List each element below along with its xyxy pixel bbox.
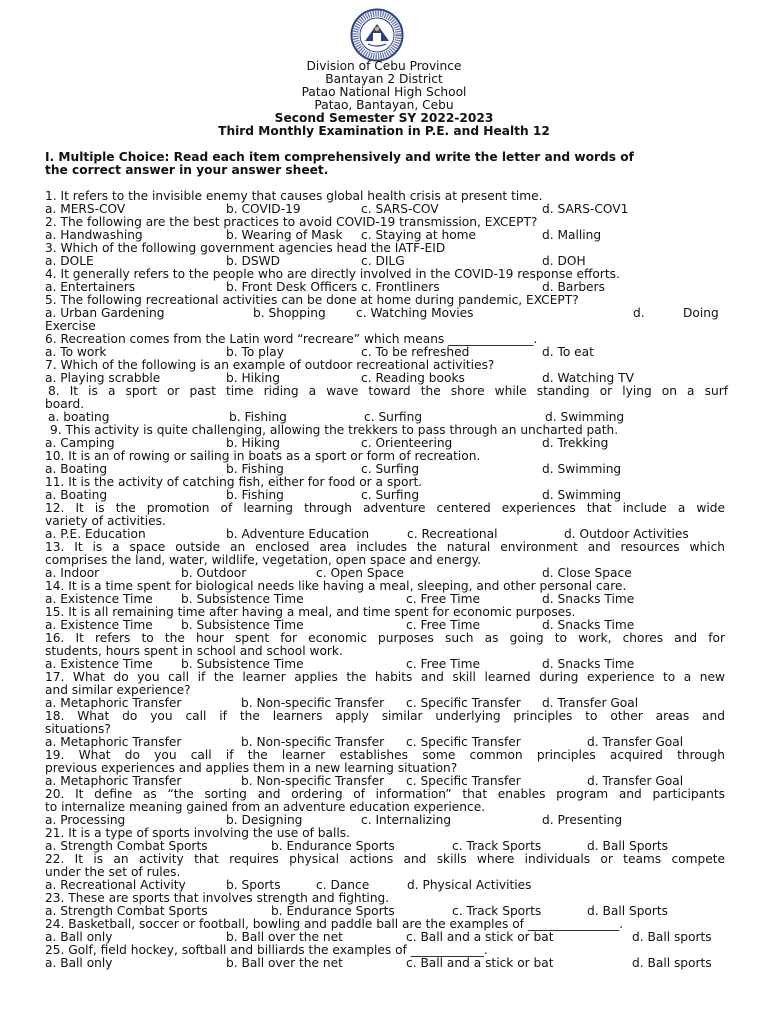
question-5-text-line-1: 5. The following recreational activities can be done at home during pandemic, EXCEPT? bbox=[45, 293, 579, 307]
question-17-option-b: b. Non-specific Transfer bbox=[241, 696, 385, 710]
question-17-option-a: a. Metaphoric Transfer bbox=[45, 696, 182, 710]
question-16-option-d: d. Snacks Time bbox=[542, 657, 635, 671]
question-18-text-line-1: 18. What do you call if the learners apply similar underlying principles to other areas and bbox=[45, 709, 725, 723]
question-6-text-line-1: 6. Recreation comes from the Latin word “recreare” which means ______________. bbox=[45, 332, 538, 346]
question-19-text-line-2: previous experiences and applies them in a new learning situation? bbox=[45, 761, 458, 775]
instructions-line-1: I. Multiple Choice: Read each item comprehensively and write the letter and words of bbox=[45, 150, 634, 164]
question-4-option-d: d. Barbers bbox=[542, 280, 605, 294]
question-8-text-line-2: board. bbox=[45, 397, 85, 411]
question-23-option-b: b. Endurance Sports bbox=[271, 904, 395, 918]
question-25-option-c: c. Ball and a stick or bat bbox=[406, 956, 554, 970]
question-9-option-c: c. Orienteering bbox=[361, 436, 453, 450]
question-23-option-a: a. Strength Combat Sports bbox=[45, 904, 208, 918]
question-16-text-line-2: students, hours spent in school and school work. bbox=[45, 644, 343, 658]
question-13-option-a: a. Indoor bbox=[45, 566, 100, 580]
question-19-text-line-1: 19. What do you call if the learner establishes some common principles acquired through bbox=[45, 748, 725, 762]
question-18-option-b: b. Non-specific Transfer bbox=[241, 735, 385, 749]
question-25-text-line-1: 25. Golf, field hockey, softball and billiards the examples of ____________. bbox=[45, 943, 488, 957]
question-22-option-b: b. Sports bbox=[226, 878, 281, 892]
question-20-option-d: d. Presenting bbox=[542, 813, 623, 827]
question-1-option-b: b. COVID-19 bbox=[226, 202, 301, 216]
question-25-option-b: b. Ball over the net bbox=[226, 956, 343, 970]
question-11-option-a: a. Boating bbox=[45, 488, 108, 502]
question-21-option-a: a. Strength Combat Sports bbox=[45, 839, 208, 853]
question-9-text-line-1: 9. This activity is quite challenging, allowing the trekkers to pass through an uncharted path. bbox=[50, 423, 619, 437]
question-1-option-c: c. SARS-COV bbox=[361, 202, 439, 216]
question-3-option-d: d. DOH bbox=[542, 254, 586, 268]
question-3-option-c: c. DILG bbox=[361, 254, 405, 268]
question-3-option-a: a. DOLE bbox=[45, 254, 94, 268]
question-4-text-line-1: 4. It generally refers to the people who are directly involved in the COVID-19 response efforts. bbox=[45, 267, 620, 281]
question-1-text-line-1: 1. It refers to the invisible enemy that causes global health crisis at present time. bbox=[45, 189, 543, 203]
question-21-option-b: b. Endurance Sports bbox=[271, 839, 395, 853]
question-20-text-line-1: 20. It define as “the sorting and ordering of information” that enables program and participants bbox=[45, 787, 725, 801]
question-21-text-line-1: 21. It is a type of sports involving the use of balls. bbox=[45, 826, 350, 840]
question-12-option-b: b. Adventure Education bbox=[226, 527, 370, 541]
question-5-option-e: Doing bbox=[683, 306, 719, 320]
question-14-option-a: a. Existence Time bbox=[45, 592, 153, 606]
question-13-option-b: b. Outdoor bbox=[181, 566, 247, 580]
question-1-option-d: d. SARS-COV1 bbox=[542, 202, 629, 216]
question-10-text-line-1: 10. It is an of rowing or sailing in boats as a sport or form of recreation. bbox=[45, 449, 481, 463]
question-2-option-b: b. Wearing of Mask bbox=[226, 228, 343, 242]
question-16-option-b: b. Subsistence Time bbox=[181, 657, 304, 671]
question-20-option-a: a. Processing bbox=[45, 813, 126, 827]
question-5-options bbox=[45, 307, 725, 320]
question-2-option-a: a. Handwashing bbox=[45, 228, 143, 242]
question-13-text-line-1: 13. It is a space outside an enclosed area includes the natural environment and resources which bbox=[45, 540, 725, 554]
header-division: Division of Cebu Province bbox=[306, 59, 462, 73]
question-8-option-d: d. Swimming bbox=[545, 410, 625, 424]
header-address: Patao, Bantayan, Cebu bbox=[314, 98, 454, 112]
question-9-option-b: b. Hiking bbox=[226, 436, 280, 450]
question-19-option-c: c. Specific Transfer bbox=[406, 774, 521, 788]
deped-seal-logo bbox=[344, 8, 410, 62]
question-14-option-d: d. Snacks Time bbox=[542, 592, 635, 606]
question-25-options bbox=[45, 957, 725, 970]
question-7-option-a: a. Playing scrabble bbox=[45, 371, 161, 385]
question-5-option-d: d. bbox=[633, 306, 645, 320]
question-18-option-a: a. Metaphoric Transfer bbox=[45, 735, 182, 749]
question-10-option-a: a. Boating bbox=[45, 462, 108, 476]
question-25-option-a: a. Ball only bbox=[45, 956, 113, 970]
question-2-option-d: d. Malling bbox=[542, 228, 602, 242]
question-15-option-b: b. Subsistence Time bbox=[181, 618, 304, 632]
question-12-option-c: c. Recreational bbox=[407, 527, 498, 541]
instructions-line-2: the correct answer in your answer sheet. bbox=[45, 163, 329, 177]
question-5-options-continued: Exercise bbox=[45, 319, 96, 333]
question-23-option-d: d. Ball Sports bbox=[587, 904, 669, 918]
question-15-option-d: d. Snacks Time bbox=[542, 618, 635, 632]
question-21-option-d: d. Ball Sports bbox=[587, 839, 669, 853]
question-23-text-line-1: 23. These are sports that involves strength and fighting. bbox=[45, 891, 390, 905]
question-17-option-d: d. Transfer Goal bbox=[542, 696, 639, 710]
question-10-option-c: c. Surfing bbox=[361, 462, 420, 476]
question-13-option-d: d. Close Space bbox=[542, 566, 632, 580]
question-12-option-d: d. Outdoor Activities bbox=[564, 527, 689, 541]
question-11-option-b: b. Fishing bbox=[226, 488, 284, 502]
question-1-option-a: a. MERS-COV bbox=[45, 202, 126, 216]
question-12-text-line-1: 12. It is the promotion of learning through adventure centered experiences that include a wide bbox=[45, 501, 725, 515]
question-22-option-a: a. Recreational Activity bbox=[45, 878, 186, 892]
question-16-text-line-1: 16. It refers to the hour spent for economic purposes such as going to work, chores and for bbox=[45, 631, 725, 645]
question-10-option-d: d. Swimming bbox=[542, 462, 622, 476]
question-19-option-a: a. Metaphoric Transfer bbox=[45, 774, 182, 788]
question-11-option-d: d. Swimming bbox=[542, 488, 622, 502]
question-8-option-a: a. boating bbox=[48, 410, 110, 424]
question-17-text-line-1: 17. What do you call if the learner applies the habits and skill learned during experience to a new bbox=[45, 670, 725, 684]
question-13-text-line-2: comprises the land, water, wildlife, vegetation, open space and energy. bbox=[45, 553, 482, 567]
question-15-option-c: c. Free Time bbox=[406, 618, 481, 632]
header-school: Patao National High School bbox=[301, 85, 467, 99]
question-7-option-c: c. Reading books bbox=[361, 371, 465, 385]
question-25-option-d: d. Ball sports bbox=[632, 956, 712, 970]
question-8-text-line-1: 8. It is a sport or past time riding a wave toward the shore while standing or lying on a surf bbox=[48, 384, 728, 398]
question-4-option-c: c. Frontliners bbox=[361, 280, 440, 294]
exam-title: Third Monthly Examination in P.E. and Health 12 bbox=[218, 124, 550, 138]
question-5-option-b: b. Shopping bbox=[253, 306, 326, 320]
question-15-text-line-1: 15. It is all remaining time after having a meal, and time spent for economic purposes. bbox=[45, 605, 576, 619]
question-21-option-c: c. Track Sports bbox=[452, 839, 542, 853]
question-12-option-a: a. P.E. Education bbox=[45, 527, 146, 541]
question-17-text-line-2: and similar experience? bbox=[45, 683, 191, 697]
question-5-option-a: a. Urban Gardening bbox=[45, 306, 165, 320]
question-10-option-b: b. Fishing bbox=[226, 462, 284, 476]
question-3-text-line-1: 3. Which of the following government agencies head the IATF-EID bbox=[45, 241, 446, 255]
question-4-option-b: b. Front Desk Officers bbox=[226, 280, 358, 294]
question-16-option-c: c. Free Time bbox=[406, 657, 481, 671]
question-24-option-c: c. Ball and a stick or bat bbox=[406, 930, 554, 944]
question-22-text-line-2: under the set of rules. bbox=[45, 865, 181, 879]
question-6-option-c: c. To be refreshed bbox=[361, 345, 470, 359]
question-9-option-a: a. Camping bbox=[45, 436, 115, 450]
question-20-option-c: c. Internalizing bbox=[361, 813, 452, 827]
question-6-option-a: a. To work bbox=[45, 345, 107, 359]
question-14-text-line-1: 14. It is a time spent for biological needs like having a meal, sleeping, and other personal care. bbox=[45, 579, 627, 593]
question-24-option-b: b. Ball over the net bbox=[226, 930, 343, 944]
question-24-option-a: a. Ball only bbox=[45, 930, 113, 944]
question-14-option-c: c. Free Time bbox=[406, 592, 481, 606]
question-14-option-b: b. Subsistence Time bbox=[181, 592, 304, 606]
question-20-option-b: b. Designing bbox=[226, 813, 303, 827]
header-semester: Second Semester SY 2022-2023 bbox=[274, 111, 494, 125]
question-19-option-b: b. Non-specific Transfer bbox=[241, 774, 385, 788]
question-11-option-c: c. Surfing bbox=[361, 488, 420, 502]
question-2-option-c: c. Staying at home bbox=[361, 228, 477, 242]
question-7-option-d: d. Watching TV bbox=[542, 371, 634, 385]
question-12-text-line-2: variety of activities. bbox=[45, 514, 166, 528]
question-5-option-c: c. Watching Movies bbox=[356, 306, 474, 320]
question-9-option-d: d. Trekking bbox=[542, 436, 609, 450]
question-11-text-line-1: 11. It is the activity of catching fish, either for food or a sport. bbox=[45, 475, 423, 489]
question-2-text-line-1: 2. The following are the best practices to avoid COVID-19 transmission, EXCEPT? bbox=[45, 215, 538, 229]
question-13-option-c: c. Open Space bbox=[316, 566, 405, 580]
question-22-option-d: d. Physical Activities bbox=[407, 878, 532, 892]
question-6-option-d: d. To eat bbox=[542, 345, 594, 359]
question-4-option-a: a. Entertainers bbox=[45, 280, 136, 294]
question-15-option-a: a. Existence Time bbox=[45, 618, 153, 632]
question-3-option-b: b. DSWD bbox=[226, 254, 281, 268]
question-7-option-b: b. Hiking bbox=[226, 371, 280, 385]
question-16-option-a: a. Existence Time bbox=[45, 657, 153, 671]
header-district: Bantayan 2 District bbox=[325, 72, 443, 86]
question-7-text-line-1: 7. Which of the following is an example of outdoor recreational activities? bbox=[45, 358, 495, 372]
question-8-option-c: c. Surfing bbox=[364, 410, 423, 424]
question-20-text-line-2: to internalize meaning gained from an adventure education experience. bbox=[45, 800, 486, 814]
question-18-option-d: d. Transfer Goal bbox=[587, 735, 684, 749]
question-18-option-c: c. Specific Transfer bbox=[406, 735, 521, 749]
question-6-option-b: b. To play bbox=[226, 345, 284, 359]
question-23-option-c: c. Track Sports bbox=[452, 904, 542, 918]
question-18-text-line-2: situations? bbox=[45, 722, 111, 736]
question-24-option-d: d. Ball sports bbox=[632, 930, 712, 944]
question-8-option-b: b. Fishing bbox=[229, 410, 287, 424]
question-24-text-line-1: 24. Basketball, soccer or football, bowling and paddle ball are the examples of _______________. bbox=[45, 917, 624, 931]
question-22-option-c: c. Dance bbox=[316, 878, 370, 892]
question-17-option-c: c. Specific Transfer bbox=[406, 696, 521, 710]
question-19-option-d: d. Transfer Goal bbox=[587, 774, 684, 788]
question-22-text-line-1: 22. It is an activity that requires physical actions and skills where individuals or teams compete bbox=[45, 852, 725, 866]
